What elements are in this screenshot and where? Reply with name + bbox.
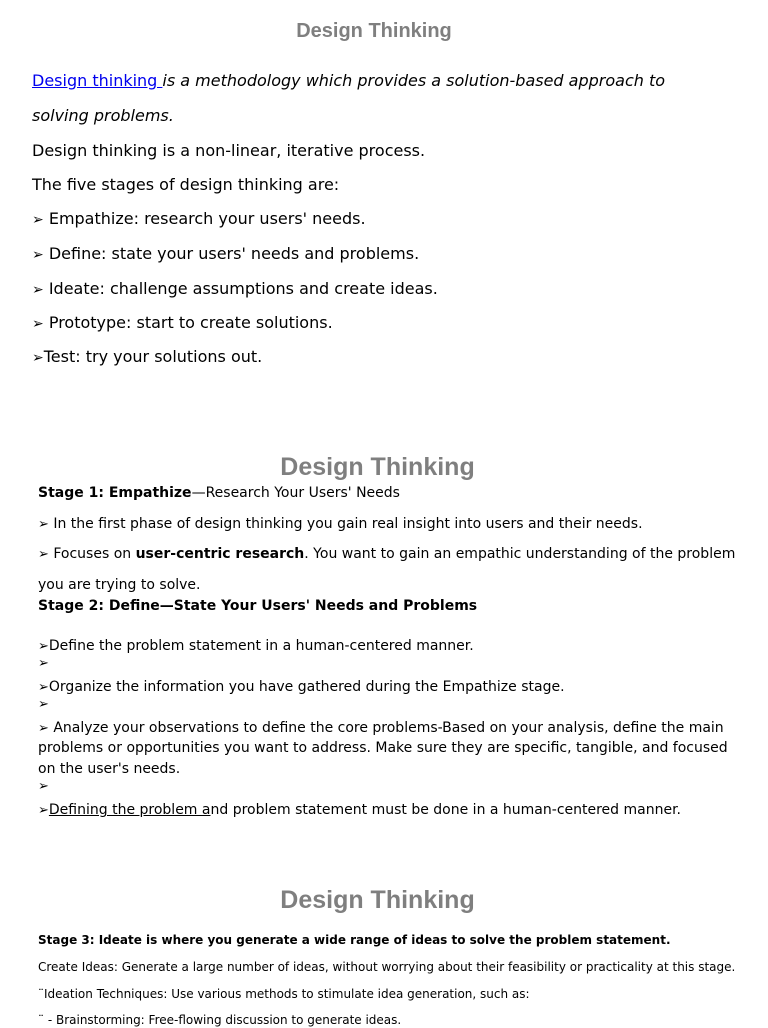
slide-2-title: Design Thinking	[280, 453, 475, 481]
define-bullet-1	[38, 637, 474, 656]
define-bullet-3-text: Analyze your observations to define the core problems-Based on your analysis, define the main	[53, 720, 724, 736]
bullet-ideate: Ideate: challenge assumptions and create ideas.	[48, 279, 438, 298]
stage-1-label: Stage 1: Empathize	[38, 485, 192, 501]
arrow-bullet-icon: ➢	[32, 212, 44, 228]
b2-bold: user-centric research	[135, 546, 305, 562]
brainstorming-text: ¨ - Brainstorming: Free-flowing discussion to generate ideas.	[38, 1013, 402, 1027]
empty-bullet	[38, 697, 49, 713]
stage-1-subtitle: —Research Your Users' Needs	[191, 485, 400, 501]
intro-line-1	[32, 70, 666, 92]
define-bullet-4	[38, 801, 714, 820]
define-bullet-3-line-3: on the user's needs.	[38, 761, 181, 777]
bullet-empathize: Empathize: research your users' needs.	[48, 209, 366, 228]
stage-bullet	[32, 243, 419, 266]
define-bullet-4-text: nd problem statement must be done in a human-centered manner.	[210, 802, 681, 818]
intro-text: is a methodology which provides a solution-based approach to	[162, 71, 666, 90]
ideation-techniques-text: ¨Ideation Techniques: Use various methods to stimulate idea generation, such as:	[38, 987, 530, 1001]
empathize-bullet-1	[38, 515, 643, 534]
define-bullet-3	[38, 719, 724, 738]
define-bullet-1-text: Define the problem statement in a human-centered manner.	[48, 638, 474, 654]
arrow-bullet-icon: ➢	[38, 547, 49, 562]
b2-post: . You want to gain an empathic understanding of the problem	[304, 546, 736, 562]
intro-line-2: solving problems.	[32, 106, 174, 125]
arrow-bullet-icon: ➢	[38, 656, 49, 671]
stage-1-heading	[38, 484, 400, 502]
b2-pre: Focuses on	[53, 546, 136, 562]
stage-3-heading: Stage 3: Ideate is where you generate a wide range of ideas to solve the problem statement.	[38, 933, 671, 947]
stage-bullet	[32, 346, 262, 369]
slide-1-title: Design Thinking	[296, 20, 452, 42]
arrow-bullet-icon: ➢	[38, 803, 49, 818]
five-stages-text: The five stages of design thinking are:	[32, 175, 340, 194]
stage-bullet	[32, 208, 366, 231]
define-bullet-2	[38, 678, 565, 697]
arrow-bullet-icon: ➢	[32, 282, 44, 298]
empathize-bullet-1-text: In the first phase of design thinking you gain real insight into users and their needs.	[53, 516, 643, 532]
create-ideas-text: Create Ideas: Generate a large number of ideas, without worrying about their feasibility or practicality at this stage.	[38, 960, 736, 974]
bullet-define: Define: state your users' needs and problems.	[48, 244, 420, 263]
stage-bullet	[32, 278, 438, 301]
bullet-test: Test: try your solutions out.	[43, 347, 263, 366]
arrow-bullet-icon: ➢	[32, 316, 44, 332]
empathize-bullet-2	[38, 545, 735, 564]
stage-2-heading: Stage 2: Define—State Your Users' Needs and Problems	[38, 598, 478, 614]
defining-the-problem-underlined: Defining the problem a	[48, 802, 211, 818]
define-bullet-3-line-2: problems or opportunities you want to address. Make sure they are specific, tangible, and focused	[38, 740, 728, 756]
arrow-bullet-icon: ➢	[32, 247, 44, 263]
arrow-bullet-icon: ➢	[38, 779, 49, 794]
empty-bullet	[38, 656, 49, 672]
stage-bullet	[32, 312, 333, 335]
empty-bullet	[38, 779, 49, 795]
nonlinear-text: Design thinking is a non-linear, iterative process.	[32, 141, 426, 160]
arrow-bullet-icon: ➢	[38, 639, 49, 654]
arrow-bullet-icon: ➢	[38, 721, 49, 736]
design-thinking-link[interactable]: Design thinking	[32, 71, 163, 90]
arrow-bullet-icon: ➢	[32, 350, 44, 366]
bullet-prototype: Prototype: start to create solutions.	[48, 313, 333, 332]
empathize-bullet-2-cont: you are trying to solve.	[38, 577, 201, 593]
arrow-bullet-icon: ➢	[38, 517, 49, 532]
define-bullet-2-text: Organize the information you have gathered during the Empathize stage.	[48, 679, 565, 695]
arrow-bullet-icon: ➢	[38, 697, 49, 712]
slide-3-title: Design Thinking	[280, 886, 475, 914]
arrow-bullet-icon: ➢	[38, 680, 49, 695]
